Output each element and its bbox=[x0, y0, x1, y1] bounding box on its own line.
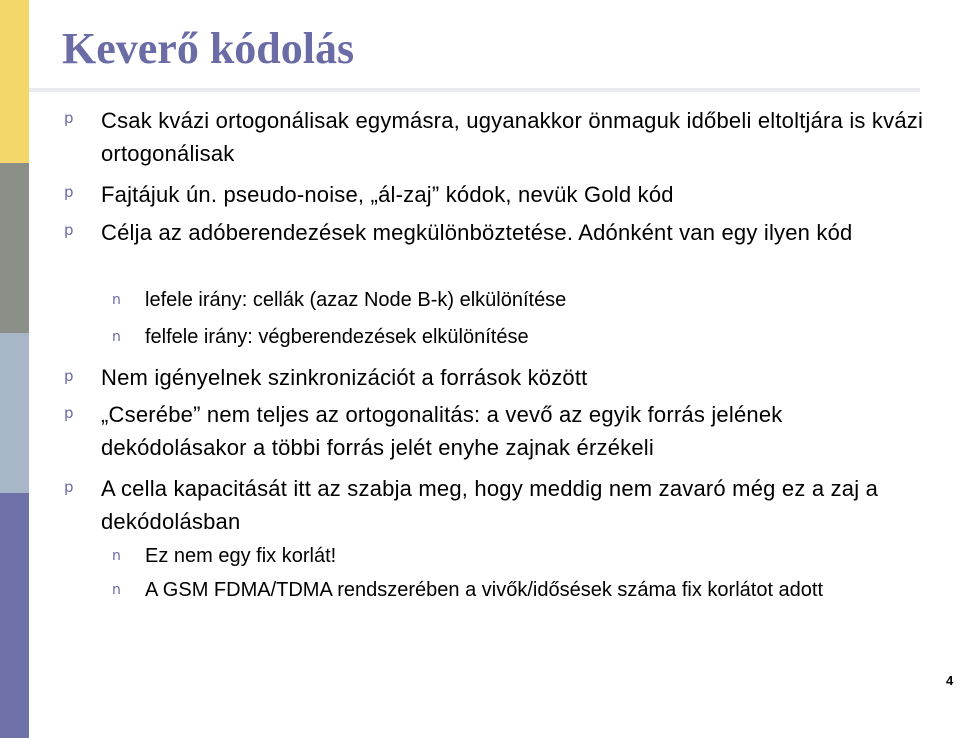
slide-title: Keverő kódolás bbox=[62, 24, 355, 73]
page-number: 4 bbox=[946, 673, 954, 688]
bullet-icon: p bbox=[64, 404, 74, 422]
sub-bullet-item: A GSM FDMA/TDMA rendszerében a vivők/idősések száma fix korlátot adott bbox=[145, 579, 824, 601]
sub-bullet-icon: n bbox=[112, 582, 121, 598]
bullet-item: „Cserébe” nem teljes az ortogonalitás: a vevő az egyik forrás jelének dekódolásakor a többi forrás jelét enyhe zajnak érzékeli bbox=[101, 402, 783, 460]
bullet-item: Csak kvázi ortogonálisak egymásra, ugyanakkor önmaguk időbeli eltoltjára is kvázi ortogonálisak bbox=[101, 108, 924, 166]
bullet-icon: p bbox=[64, 109, 74, 127]
bullet-item: Fajtájuk ún. pseudo-noise, „ál-zaj” kódok, nevük Gold kód bbox=[101, 182, 674, 207]
bullet-icon: p bbox=[64, 367, 74, 385]
bullet-icon: p bbox=[64, 221, 74, 239]
bullet-item: A cella kapacitását itt az szabja meg, hogy meddig nem zavaró még ez a zaj a dekódolásban bbox=[101, 476, 879, 534]
bullet-item: Nem igényelnek szinkronizációt a források között bbox=[101, 365, 588, 390]
sub-bullet-item: Ez nem egy fix korlát! bbox=[145, 545, 337, 567]
bullet-icon: p bbox=[64, 183, 74, 201]
sub-bullet-icon: n bbox=[112, 329, 121, 345]
sub-bullet-icon: n bbox=[112, 292, 121, 308]
sub-bullet-item: lefele irány: cellák (azaz Node B-k) elkülönítése bbox=[145, 289, 567, 311]
sub-bullet-item: felfele irány: végberendezések elkülönítése bbox=[145, 326, 529, 348]
bullet-icon: p bbox=[64, 478, 74, 496]
sub-bullet-icon: n bbox=[112, 548, 121, 564]
bullet-item: Célja az adóberendezések megkülönböztetése. Adónként van egy ilyen kód bbox=[101, 220, 853, 245]
